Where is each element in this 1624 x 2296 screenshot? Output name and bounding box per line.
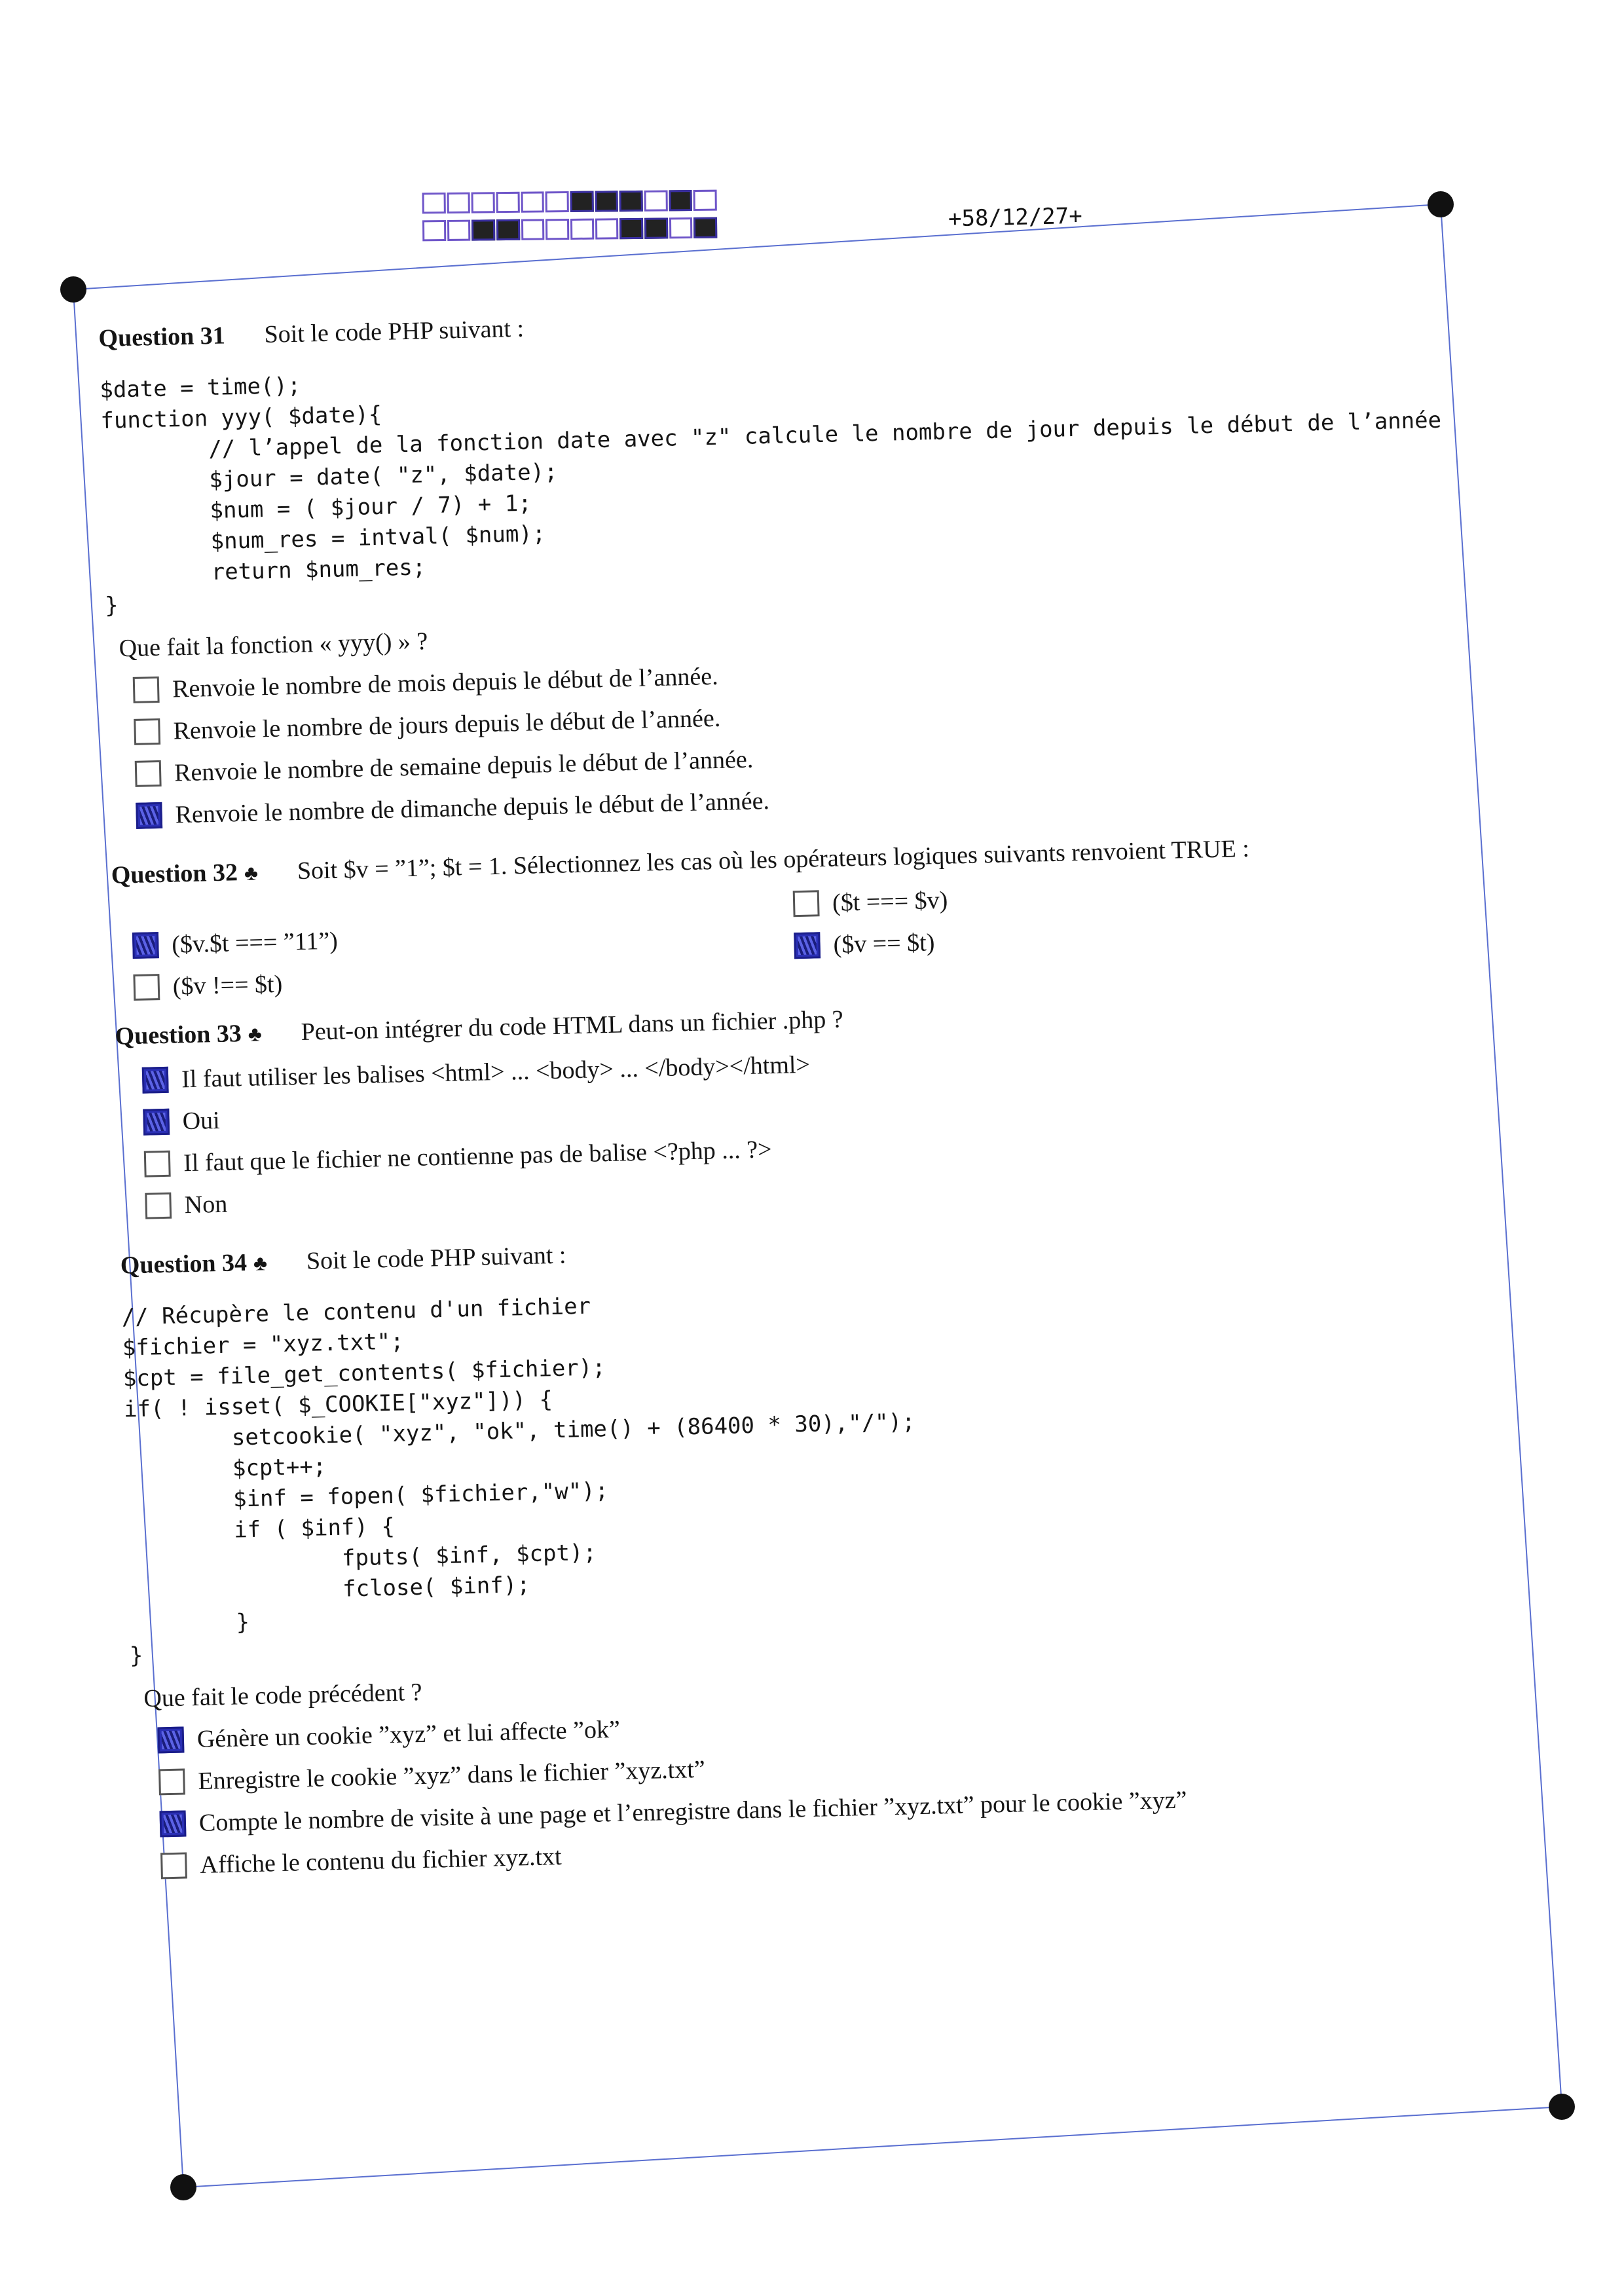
- barcode-cell: [521, 219, 545, 240]
- barcode: [422, 190, 719, 252]
- barcode-cell: [570, 191, 594, 212]
- checkbox[interactable]: [135, 760, 162, 787]
- question-number: Question 33: [115, 1020, 242, 1050]
- question-prompt: Que fait la fonction « yyy() » ?: [119, 627, 428, 663]
- question-text: Soit le code PHP suivant :: [306, 1241, 566, 1275]
- checkbox[interactable]: [794, 932, 821, 959]
- checkbox[interactable]: [133, 974, 160, 1001]
- checkbox[interactable]: [134, 718, 160, 745]
- question-text: Peut-on intégrer du code HTML dans un fichier .php ?: [301, 1005, 844, 1046]
- barcode-row: [422, 217, 718, 244]
- barcode-row: [422, 190, 718, 217]
- question-label: [120, 1248, 267, 1280]
- checkbox[interactable]: [158, 1769, 185, 1796]
- barcode-cell: [619, 218, 643, 239]
- question-label: [111, 857, 258, 889]
- checkbox[interactable]: [132, 932, 159, 959]
- answer-text: Il faut que le fichier ne contienne pas de balise <?php ... ?>: [183, 1136, 773, 1177]
- checkbox[interactable]: [142, 1067, 169, 1094]
- barcode-cell: [644, 190, 668, 211]
- question-number: Question 34: [120, 1249, 248, 1280]
- answer-text: Enregistre le cookie ”xyz” dans le fichier ”xyz.txt”: [197, 1755, 706, 1796]
- club-icon: ♣: [244, 861, 259, 885]
- barcode-cell: [619, 191, 643, 212]
- checkbox[interactable]: [144, 1151, 171, 1177]
- barcode-cell: [471, 192, 495, 213]
- checkbox[interactable]: [793, 890, 820, 917]
- barcode-cell: [669, 190, 692, 211]
- question-31: [98, 292, 1472, 838]
- barcode-cell: [644, 217, 668, 238]
- answer-text: ($v == $t): [833, 929, 935, 959]
- barcode-cell: [595, 191, 618, 212]
- question-text: Soit le code PHP suivant :: [264, 314, 525, 349]
- answer-text: Renvoie le nombre de dimanche depuis le début de l’année.: [175, 787, 770, 829]
- checkbox[interactable]: [160, 1810, 187, 1837]
- checkbox[interactable]: [160, 1852, 187, 1879]
- answer-text: ($t === $v): [832, 886, 948, 917]
- question-label: Question 31: [98, 322, 226, 352]
- code-block: $date = time(); function yyy( $date){ // l’appel de la fonction date avec "z" calcule le nombre de jour depuis le début de l’année $jour = date( "z", $date); $num = ( $jour / 7) + 1; $num_res = intval( $num); return $num_res; }: [99, 372, 1442, 619]
- exam-content: [98, 292, 1497, 1887]
- answer-text: ($v !== $t): [172, 970, 283, 1001]
- answer-text: Génère un cookie ”xyz” et lui affecte ”ok”: [196, 1715, 621, 1754]
- barcode-cell: [496, 192, 520, 213]
- barcode-cell: [545, 191, 569, 212]
- answer-text: Renvoie le nombre de mois depuis le début de l’année.: [172, 662, 719, 703]
- corner-mark-top-left: [60, 276, 86, 303]
- answer-text: Il faut utiliser les balises <html> ... <body> ... </body></html>: [181, 1050, 811, 1094]
- barcode-cell: [693, 190, 717, 211]
- barcode-cell: [595, 218, 619, 239]
- question-text: Soit $v = ”1”; $t = 1. Sélectionnez les cas où les opérateurs logiques suivants renvoient TRUE :: [297, 834, 1250, 885]
- answer-text: Renvoie le nombre de semaine depuis le début de l’année.: [174, 745, 754, 787]
- checkbox[interactable]: [136, 802, 162, 829]
- corner-mark-top-right: [1428, 191, 1454, 217]
- question-label: [115, 1018, 262, 1050]
- club-icon: ♣: [253, 1251, 268, 1275]
- checkbox[interactable]: [158, 1727, 185, 1754]
- checkbox[interactable]: [143, 1109, 170, 1136]
- barcode-cell: [422, 220, 446, 241]
- answer-list: [141, 1028, 1481, 1227]
- question-number: Question 32: [111, 859, 238, 889]
- code-block: // Récupère le contenu d'un fichier $fichier = "xyz.txt"; $cpt = file_get_contents( $fichier); if( ! isset( $_COOKIE["xyz"])) { setcookie( "xyz", "ok", time() + (86400 * 30),"/"); $cpt++; $inf = fopen( $fichier,"w"); if ( $inf) { fputs( $inf, $cpt); fclose( $inf); } }: [121, 1293, 916, 1669]
- barcode-cell: [521, 191, 544, 212]
- answer-column-right: [792, 867, 1476, 993]
- checkbox[interactable]: [133, 676, 160, 703]
- barcode-cell: [447, 220, 471, 241]
- corner-mark-bottom-right: [1549, 2094, 1575, 2120]
- page-id: +58/12/27+: [948, 202, 1083, 232]
- question-prompt: Que fait le code précédent ?: [143, 1678, 423, 1713]
- answer-list: [157, 1688, 1496, 1887]
- answer-text: Renvoie le nombre de jours depuis le début de l’année.: [173, 704, 721, 745]
- answer-text: Compte le nombre de visite à une page et l’enregistre dans le fichier ”xyz.txt” pour le cookie ”xyz”: [198, 1786, 1187, 1838]
- corner-mark-bottom-left: [170, 2174, 196, 2200]
- barcode-cell: [422, 193, 446, 213]
- barcode-cell: [669, 217, 693, 238]
- answer-text: Non: [184, 1190, 228, 1219]
- question-33: [115, 990, 1481, 1228]
- answer-text: ($v.$t === ”11”): [171, 927, 339, 959]
- barcode-cell: [496, 219, 520, 240]
- question-34: [120, 1219, 1496, 1888]
- answer-list: [132, 638, 1471, 837]
- answer-text: Affiche le contenu du fichier xyz.txt: [199, 1842, 563, 1879]
- barcode-cell: [570, 219, 594, 240]
- answer-column-left: [132, 883, 796, 1009]
- barcode-cell: [545, 219, 569, 240]
- barcode-cell: [447, 193, 470, 213]
- barcode-cell: [471, 219, 495, 240]
- answer-text: Oui: [182, 1106, 221, 1136]
- barcode-cell: [693, 217, 717, 238]
- club-icon: ♣: [248, 1022, 263, 1046]
- checkbox[interactable]: [145, 1193, 172, 1219]
